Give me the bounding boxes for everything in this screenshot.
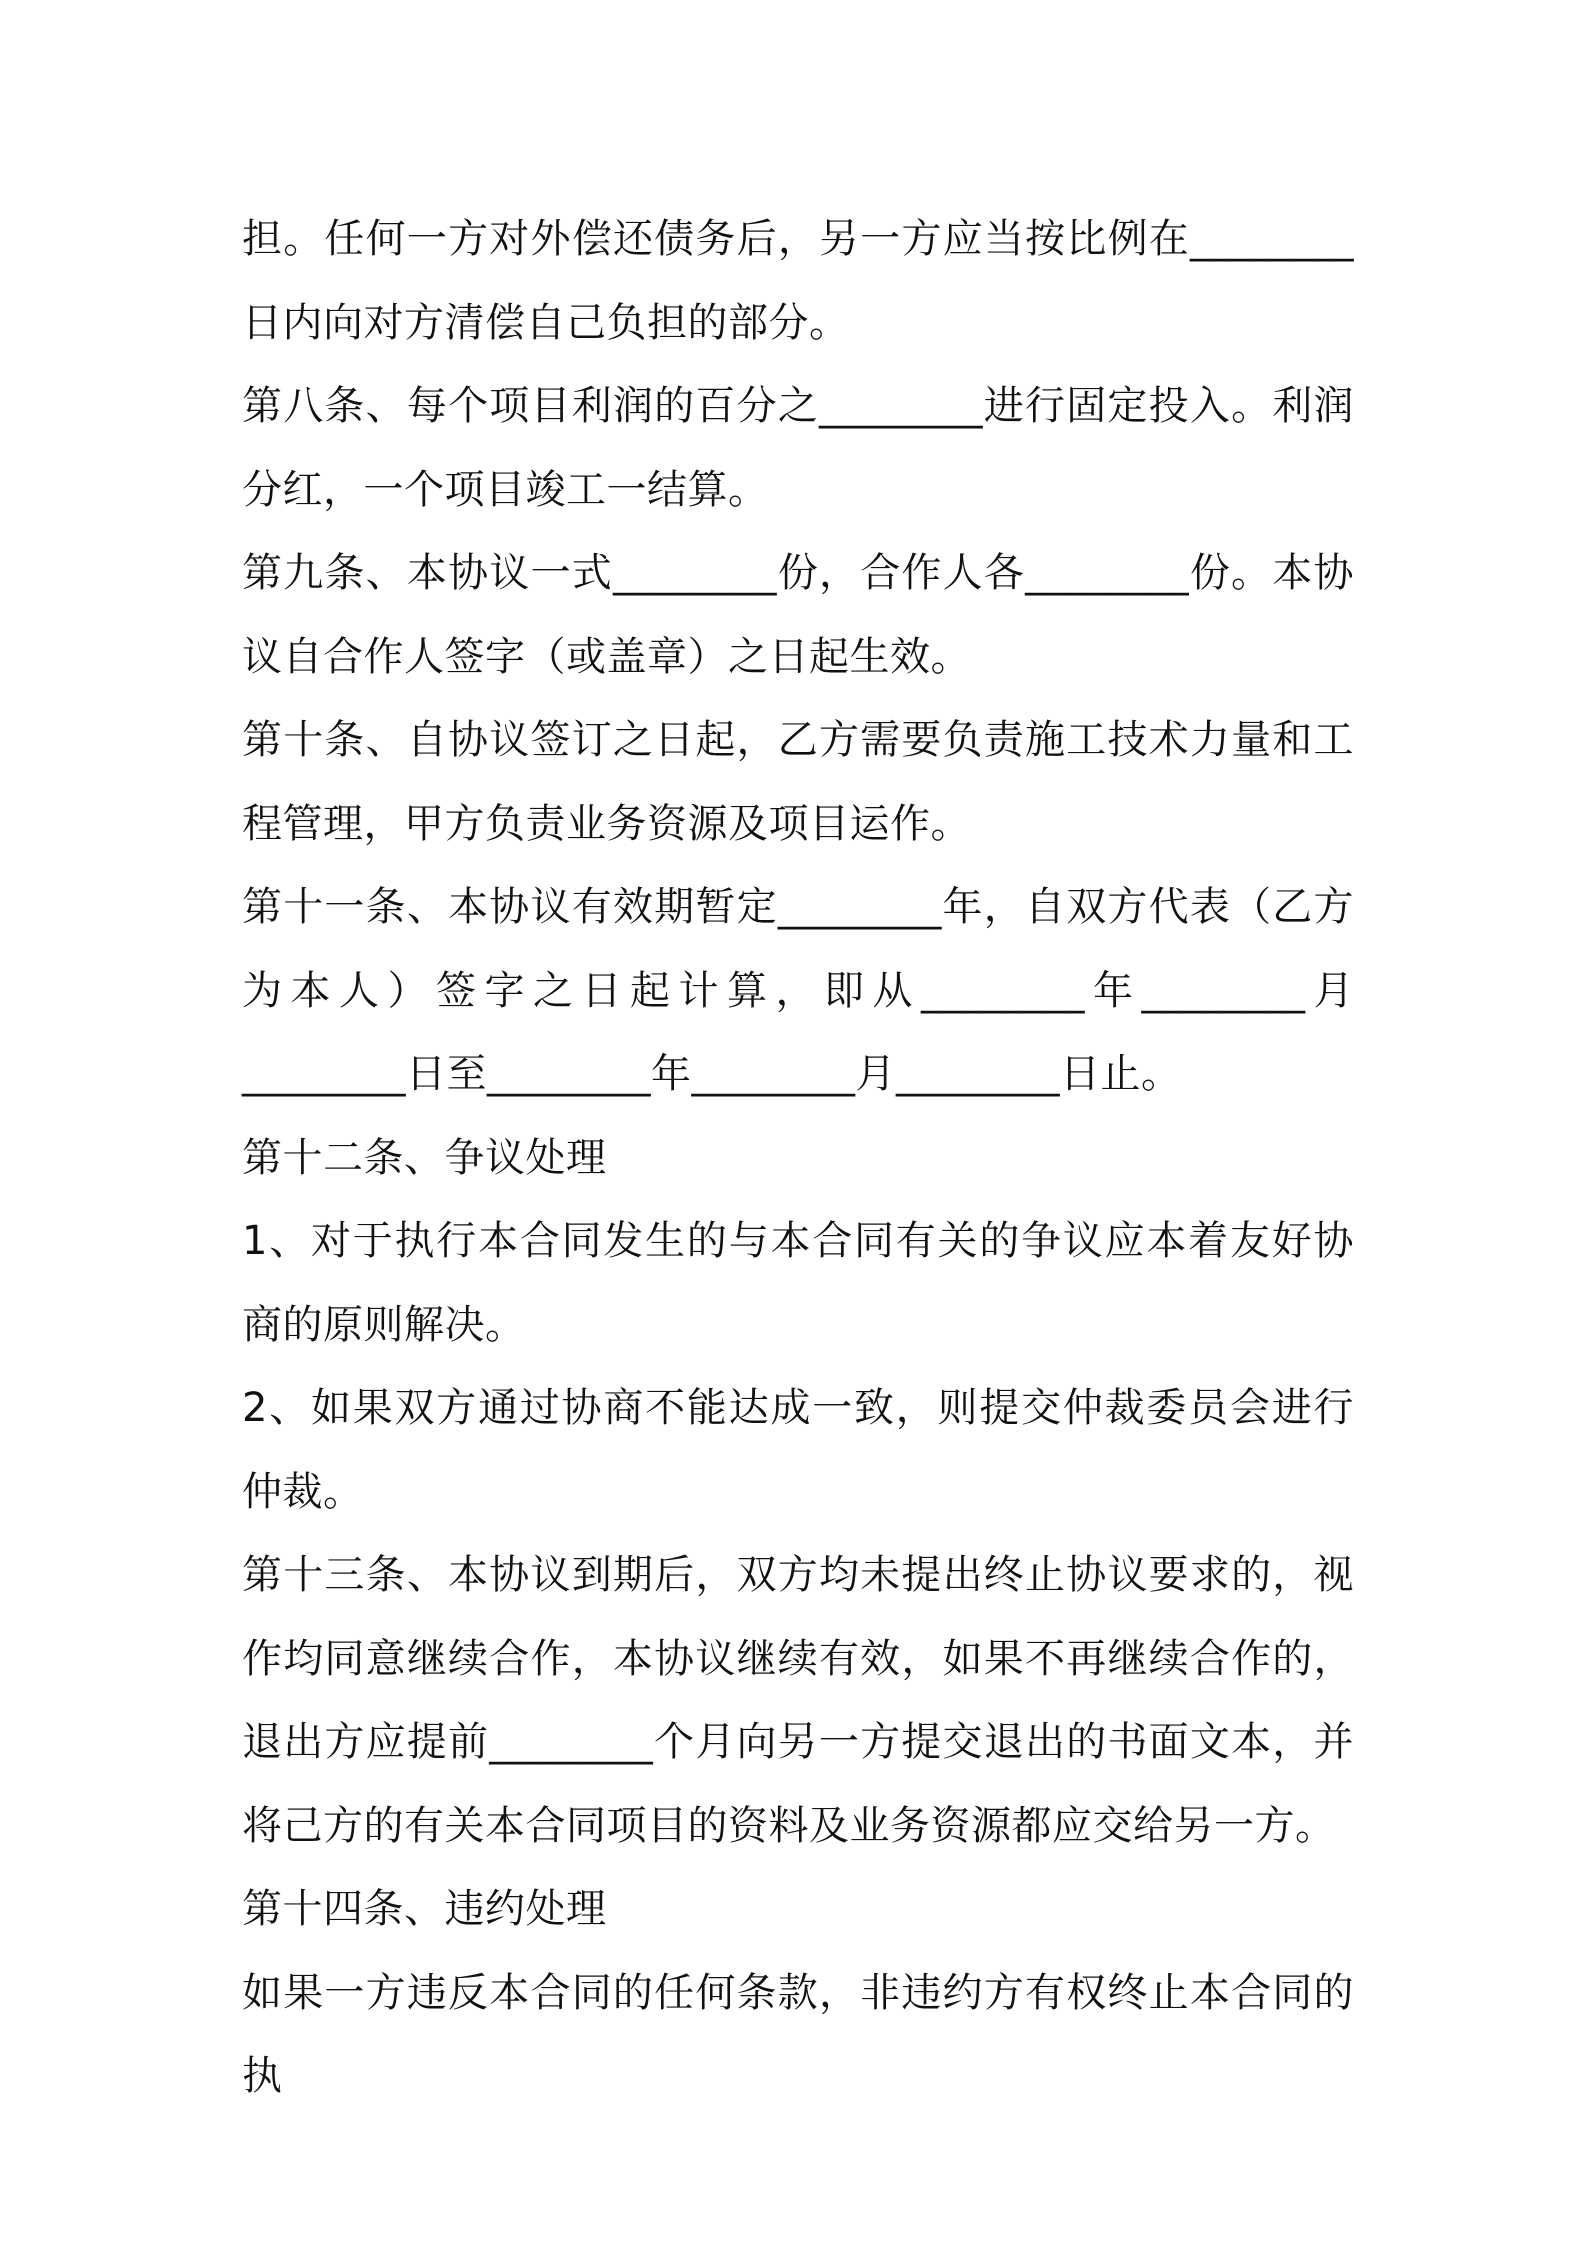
paragraph-article-12-item-1: 1、对于执行本合同发生的与本合同有关的争议应本着友好协商的原则解决。 — [242, 1218, 1354, 1348]
paragraph-article-12-item-2: 2、如果双方通过协商不能达成一致，则提交仲裁委员会进行仲裁。 — [242, 1385, 1354, 1515]
paragraph-article-9: 第九条、本协议一式________份，合作人各________份。本协议自合作人签字（或盖章）之日起生效。 — [242, 550, 1354, 680]
document-body — [242, 198, 1354, 2119]
paragraph-article-13: 第十三条、本协议到期后，双方均未提出终止协议要求的，视作均同意继续合作，本协议继续有效，如果不再继续合作的，退出方应提前________个月向另一方提交退出的书面文本，并将己方的有关本合同项目的资料及业务资源都应交给另一方。 — [242, 1552, 1354, 1849]
paragraph-article-8: 第八条、每个项目利润的百分之________进行固定投入。利润分红，一个项目竣工一结算。 — [242, 383, 1354, 513]
paragraph-article-10: 第十条、自协议签订之日起，乙方需要负责施工技术力量和工程管理，甲方负责业务资源及项目运作。 — [242, 717, 1354, 847]
paragraph-debt-repayment: 担。任何一方对外偿还债务后，另一方应当按比例在________日内向对方清偿自己负担的部分。 — [242, 216, 1354, 346]
paragraph-article-14-heading: 第十四条、违约处理 — [242, 1886, 607, 1932]
paragraph-article-11: 第十一条、本协议有效期暂定________年，自双方代表（乙方为本人）签字之日起计算，即从________年________月________日至________年________月________日止。 — [242, 884, 1354, 1097]
paragraph-article-14-body: 如果一方违反本合同的任何条款，非违约方有权终止本合同的执 — [242, 1969, 1354, 2099]
paragraph-article-12-heading: 第十二条、争议处理 — [242, 1134, 607, 1181]
